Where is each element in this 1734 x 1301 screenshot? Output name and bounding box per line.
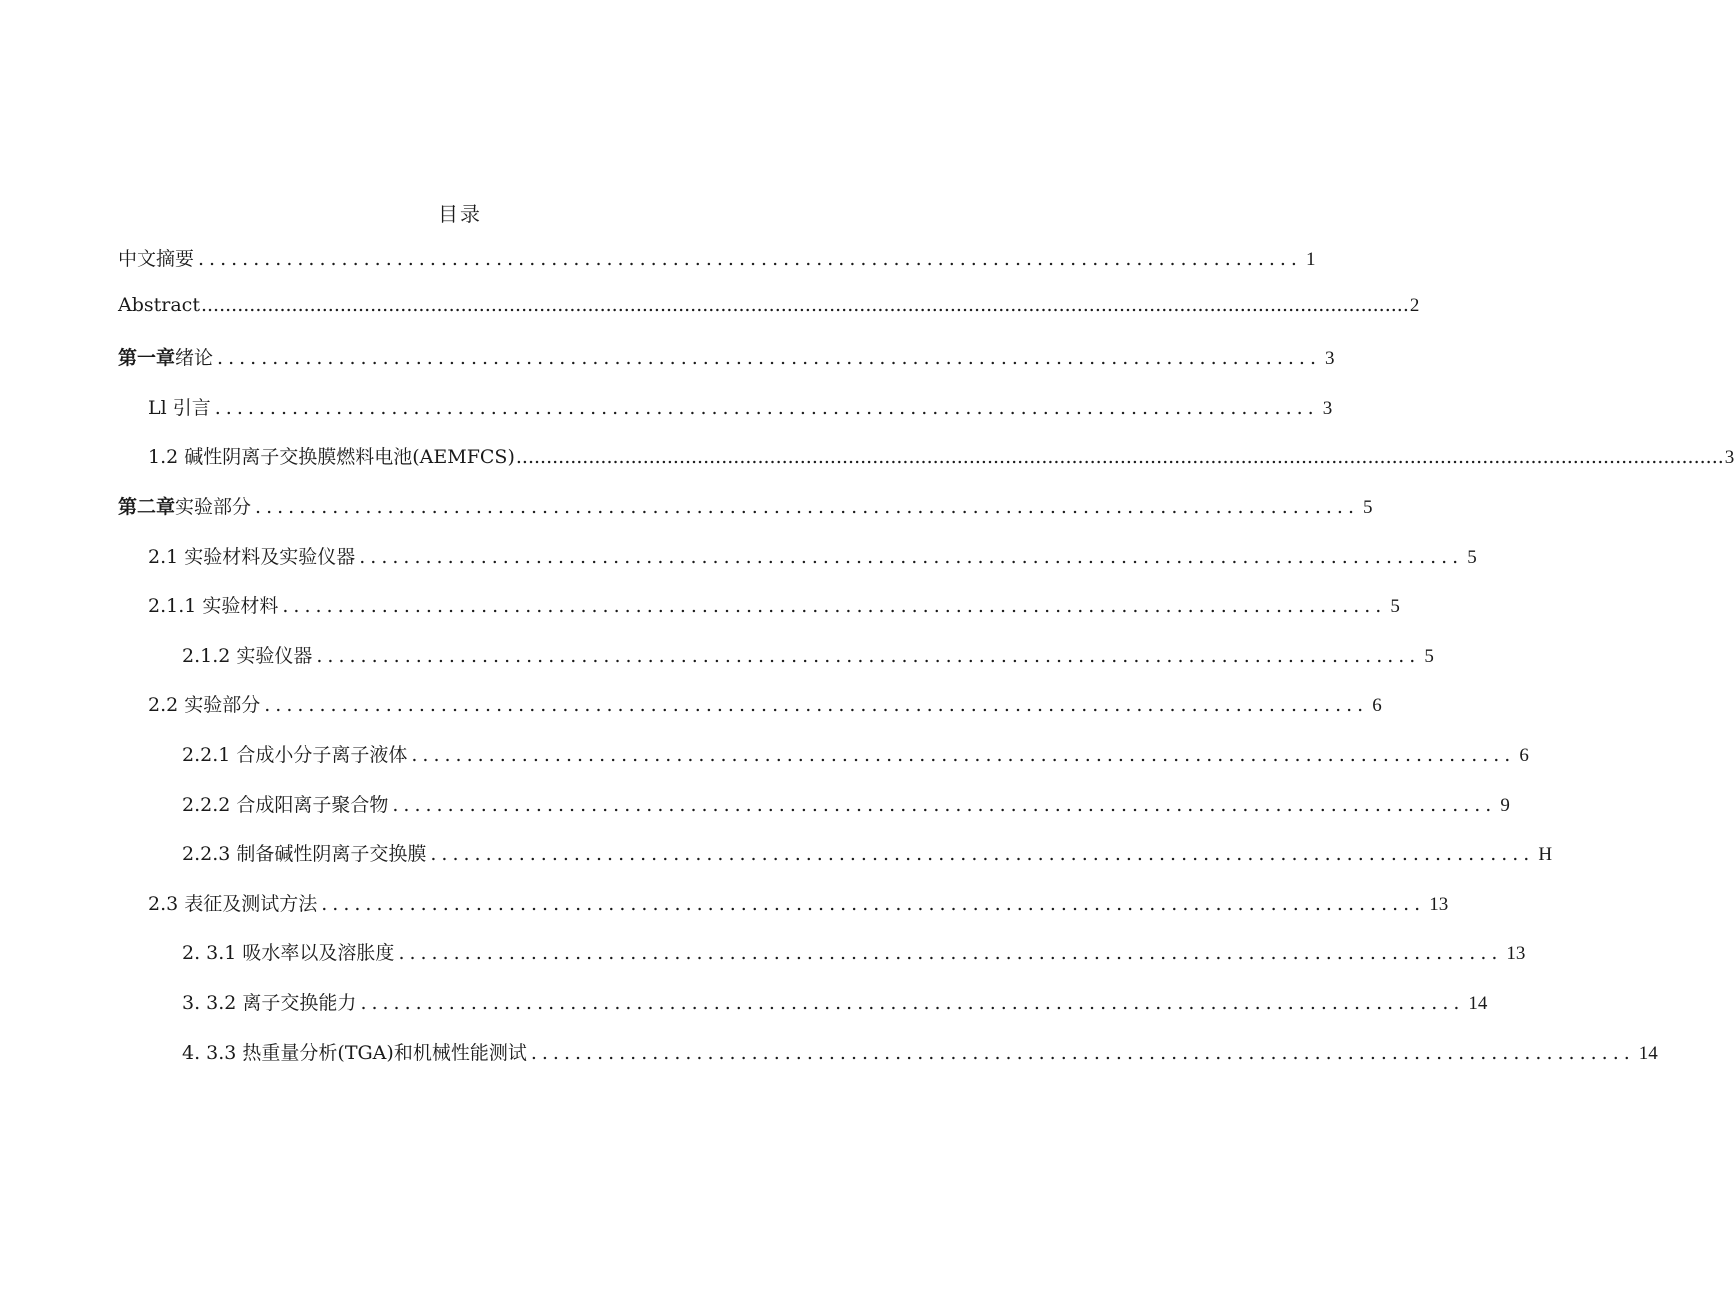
toc-page-number: 5 (1424, 645, 1434, 667)
toc-entry-text: 2.2 实验部分 (148, 694, 261, 717)
toc-title: 目录 (438, 202, 482, 226)
toc-dot-leader: .................................................................................................... (217, 347, 1321, 370)
toc-entry-label (148, 393, 211, 420)
toc-entry-label (182, 790, 388, 817)
toc-entry[interactable] (118, 244, 1316, 294)
toc-page-number: 6 (1519, 744, 1529, 766)
toc-entry-label (182, 839, 426, 866)
toc-entry-label (118, 244, 194, 271)
toc-entry-text: 1.2 碱性阴离子交换膜燃料电池(AEMFCS) (148, 446, 515, 469)
toc-page-number: 9 (1500, 794, 1510, 816)
toc-entry-label (118, 294, 200, 316)
toc-entry-label (148, 442, 515, 469)
toc-entry-text: 4. 3.3 热重量分析(TGA)和机械性能测试 (182, 1041, 527, 1064)
toc-chapter-prefix: 第二章 (118, 495, 176, 518)
toc-entry-text: 绪论 (175, 347, 214, 370)
toc-entry-text: 2.1.2 实验仪器 (182, 644, 313, 667)
toc-entry-label (182, 988, 356, 1015)
toc-entry-label (118, 343, 213, 370)
toc-page-number: 2 (1409, 294, 1420, 316)
toc-dot-leader: .................................................................................................... (255, 495, 1359, 518)
toc-entry[interactable] (118, 393, 1333, 443)
toc-entry[interactable] (118, 1038, 1658, 1088)
toc-dot-leader: .................................................................................................... (264, 694, 1369, 717)
toc-dot-leader: .................................................................................................... (411, 743, 1516, 766)
toc-dot-leader: .................................................................................................... (430, 843, 1535, 866)
toc-entry-label (182, 740, 407, 767)
toc-entry-label (118, 492, 251, 519)
toc-dot-leader: .................................................................................................... (392, 793, 1497, 816)
toc-entry[interactable] (118, 988, 1488, 1038)
toc-dot-leader: .................................................................................................... (282, 595, 1387, 618)
toc-entry-text: Abstract (118, 293, 200, 316)
toc-dot-leader: .................................................................................................... (530, 1041, 1635, 1064)
toc-dot-leader: .................................................................................................... (198, 248, 1302, 270)
toc-entry[interactable] (118, 889, 1449, 939)
toc-entry[interactable] (118, 938, 1526, 988)
toc-entry-text: 2.2.1 合成小分子离子液体 (182, 743, 408, 766)
toc-page-number: 14 (1468, 992, 1488, 1014)
toc-dot-leader: ........................................................................................................................................................................................................ (200, 293, 1409, 316)
toc-entry[interactable] (118, 641, 1434, 691)
toc-entry-text: 2.1 实验材料及实验仪器 (148, 545, 356, 568)
toc-dot-leader: ........................................................................................................................................................................................................ (515, 446, 1724, 469)
toc-page-number: 3 (1325, 348, 1335, 370)
toc-entry[interactable] (118, 442, 1734, 492)
toc-page-number: 1 (1305, 249, 1316, 270)
toc-entry-label (182, 641, 312, 668)
toc-page-number: 3 (1322, 397, 1333, 419)
toc-page-number: 13 (1506, 943, 1526, 965)
toc-entry[interactable] (118, 591, 1400, 641)
toc-page-number: 3 (1724, 447, 1734, 469)
toc-dot-leader: .................................................................................................... (214, 396, 1319, 419)
toc-dot-leader: .................................................................................................... (360, 991, 1465, 1014)
toc-entry[interactable] (118, 690, 1382, 740)
toc-page-number: 14 (1638, 1042, 1658, 1064)
toc-entry[interactable] (118, 740, 1529, 790)
toc-page-number: 6 (1372, 695, 1382, 717)
toc-entry-text: 2.1.1 实验材料 (148, 595, 279, 618)
toc-dot-leader: .................................................................................................... (321, 892, 1426, 915)
toc-dot-leader: .................................................................................................... (359, 545, 1464, 568)
toc-entry-label (182, 938, 394, 965)
toc-entry[interactable] (118, 542, 1477, 592)
toc-dot-leader: .................................................................................................... (316, 644, 1421, 667)
toc-dot-leader: .................................................................................................... (398, 942, 1503, 965)
toc-entry[interactable] (118, 839, 1553, 889)
toc-entry[interactable] (118, 492, 1373, 542)
toc-entry-text: 实验部分 (175, 495, 252, 518)
toc-page-number: 5 (1390, 596, 1400, 618)
toc-entry-label (148, 542, 355, 569)
toc-entry-label (148, 591, 278, 618)
toc-page-number: H (1538, 844, 1553, 866)
toc-page-number: 13 (1429, 893, 1449, 915)
toc-entry-text: 中文摘要 (118, 248, 195, 270)
toc-entry-label (182, 1038, 527, 1065)
toc-entry[interactable] (118, 790, 1510, 840)
toc-entry-text: 2.2.2 合成阳离子聚合物 (182, 793, 389, 816)
toc-entry-text: 2. 3.1 吸水率以及溶胀度 (182, 942, 395, 965)
toc-entry-label (148, 690, 260, 717)
toc-entry[interactable] (118, 343, 1335, 393)
toc-entry-text: 2.3 表征及测试方法 (148, 892, 318, 915)
toc-chapter-prefix: 第一章 (118, 347, 176, 370)
toc-page-number: 5 (1363, 496, 1373, 518)
toc-entry-label (148, 889, 317, 916)
toc-entry-text: Ll 引言 (148, 396, 211, 419)
toc-entry-text: 2.2.3 制备碱性阴离子交换膜 (182, 843, 427, 866)
toc-entry-text: 3. 3.2 离子交换能力 (182, 991, 357, 1014)
toc-page-number: 5 (1467, 546, 1477, 568)
toc-entry[interactable] (118, 293, 1420, 344)
toc-list (118, 244, 1734, 1087)
